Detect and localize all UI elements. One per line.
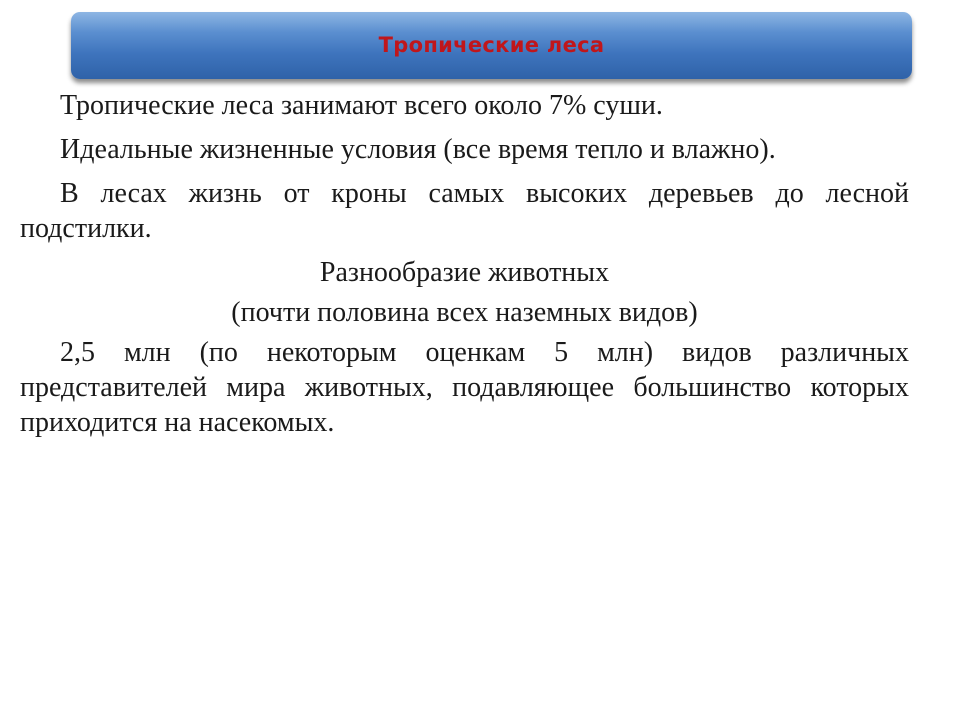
paragraph-diversity-heading: Разнообразие животных [319, 257, 610, 288]
title-banner [71, 12, 912, 79]
paragraph-diversity-note: (почти половина всех наземных видов) [231, 297, 698, 328]
paragraph-species-count: 2,5 млн (по некоторым оценкам 5 млн) видов различных представителей мира животных, подавляющее большинство которых приходится на насекомых. [20, 337, 909, 438]
paragraph-layers: В лесах жизнь от кроны самых высоких деревьев до лесной подстилки. [20, 178, 909, 244]
paragraph-area: Тропические леса занимают всего около 7% суши. [60, 90, 663, 121]
paragraph-conditions: Идеальные жизненные условия (все время тепло и влажно). [60, 134, 776, 165]
slide-title: Тропические леса [378, 32, 605, 57]
slide-body [20, 88, 909, 449]
